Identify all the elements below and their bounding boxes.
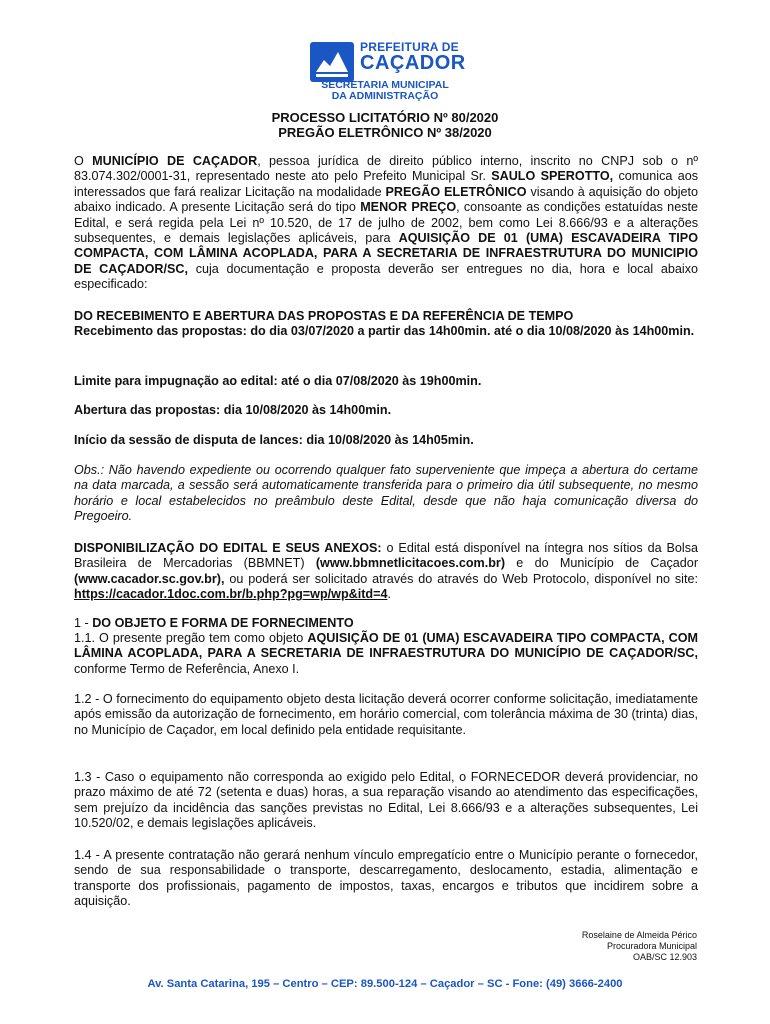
intro-text: comunica aos interessados que fará realizar Licitação na modalidade: [74, 169, 699, 199]
section1-heading: [74, 616, 698, 631]
logo-sub1: SECRETARIA MUNICIPAL: [321, 79, 449, 91]
signature-name: Roselaine de Almeida Périco: [581, 930, 697, 940]
availability-text: o Edital está disponível na íntegra nos sítios da Bolsa Brasileira de Mercadorias (BBMNET): [74, 541, 698, 571]
intro-text: cuja documentação e proposta deverão ser entregues no dia, hora e local abaixo especificado:: [74, 261, 698, 292]
intro-bold-prefeito: SAULO SPEROTTO,: [491, 169, 614, 184]
impugnacao-deadline: Limite para impugnação ao edital: até o dia 07/08/2020 às 19h00min.: [74, 374, 482, 388]
prefeitura-logo: [310, 38, 466, 102]
intro-text: , consoante as condições estatuídas neste Edital, e será regida pela Lei nº 10.520, de 17 de julho de 2002, bem como Lei 8.666/93 e a alterações subsequentes, e demais legislações aplicáveis, para: [74, 200, 698, 246]
item-1-3: 1.3 - Caso o equipamento não corresponda ao exigido pelo Edital, o FORNECEDOR deverá providenciar, no prazo máximo de até 72 (setenta e duas) horas, a sua reparação visando ao atendimento das especificações, sem prejuízo da incidência das sanções previstas no Edital, Lei 8.666/93 e a alterações subsequentes, Lei 10.520/02, e demais legislações aplicáveis.: [74, 770, 698, 831]
receipt-title: DO RECEBIMENTO E ABERTURA DAS PROPOSTAS E DA REFERÊNCIA DE TEMPO: [74, 309, 574, 323]
item-1-1-text: conforme Termo de Referência, Anexo I.: [74, 661, 300, 676]
availability-label: DISPONIBILIZAÇÃO DO EDITAL E SEUS ANEXOS:: [74, 541, 382, 555]
obs-paragraph: Obs.: Não havendo expediente ou ocorrendo qualquer fato superveniente que impeça a abertura do certame na data marcada, a sessão será automaticamente transferida para o primeiro dia útil subsequente, no mesmo horário e local estabelecidos no preâmbulo deste Edital, desde que não haja comunicação diversa do Pregoeiro.: [74, 463, 698, 524]
signature-role: Procuradora Municipal: [606, 941, 697, 951]
logo-title: [360, 41, 470, 73]
intro-paragraph: [74, 154, 698, 293]
item-1-4: 1.4 - A presente contratação não gerará nenhum vínculo empregatício entre o Município perante o fornecedor, sendo de sua responsabilidade o transporte, descarregamento, deslocamento, estadia, alimentação e transporte dos profissionais, pagamento de impostos, taxas, encargos e tributos que incidirem sobre a aquisição.: [74, 848, 698, 909]
logo-line1: PREFEITURA DE: [360, 40, 459, 54]
disputa-date: Início da sessão de disputa de lances: dia 10/08/2020 às 14h05min.: [74, 433, 474, 447]
intro-bold-modalidade: PREGÃO ELETRÔNICO: [385, 184, 527, 199]
logo-subtitle: [310, 80, 460, 102]
item-1-2: 1.2 - O fornecimento do equipamento objeto desta licitação deverá ocorrer conforme solicitação, imediatamente após emissão da autorização de fornecimento, em horário comercial, com tolerância máxima de 30 (trinta) dias, no Município de Caçador, em local definido pela entidade requisitante.: [74, 692, 698, 737]
availability-paragraph: [74, 541, 698, 603]
footer-address: Av. Santa Catarina, 195 – Centro – CEP: 89.500-124 – Caçador – SC - Fone: (49) 3666-2400: [147, 978, 623, 990]
intro-bold-objeto: AQUISIÇÃO DE 01 (UMA) ESCAVADEIRA TIPO COMPACTA, COM LÂMINA ACOPLADA, PARA A SECRETARIA DE INFRAESTRUTURA DO MUNICIPIO DE CAÇADOR/SC,: [74, 231, 698, 276]
intro-text: O: [74, 154, 93, 168]
item-1-1: [74, 631, 698, 677]
availability-text: e do Município de Caçador: [505, 556, 699, 571]
availability-text: ou poderá ser solicitado através do através do Web Protocolo, disponível no site:: [224, 571, 698, 586]
item-1-1-bold: AQUISIÇÃO DE 01 (UMA) ESCAVADEIRA TIPO COMPACTA, COM LÂMINA ACOPLADA, PARA A SECRETARIA DE INFRAESTRUTURA DO MUNICÍPIO DE CAÇADOR/SC,: [74, 631, 699, 661]
availability-text: .: [387, 587, 391, 602]
receipt-period: Recebimento das propostas: do dia 03/07/2020 a partir das 14h00min. até o dia 10/08/2020 às 14h00min.: [74, 324, 695, 338]
intro-bold-municipio: MUNICÍPIO DE CAÇADOR: [92, 154, 258, 168]
intro-text: , pessoa jurídica de direito público interno, inscrito no CNPJ sob o nº 83.074.302/0001-31, representado neste ato pelo Prefeito Municipal Sr.: [74, 154, 699, 184]
city-emblem-icon: [310, 42, 354, 82]
intro-text: visando à aquisição do objeto abaixo indicado. A presente Licitação será do tipo: [74, 184, 699, 215]
cacador-site: (www.cacador.sc.gov.br),: [74, 571, 225, 586]
item-1-1-text: 1.1. O presente pregão tem como objeto: [74, 631, 308, 645]
web-protocolo-link[interactable]: https://cacador.1doc.com.br/b.php?pg=wp/wp&itd=4: [74, 587, 388, 602]
intro-bold-tipo: MENOR PREÇO: [360, 200, 457, 215]
abertura-date: Abertura das propostas: dia 10/08/2020 às 14h00min.: [74, 403, 392, 417]
logo-sub2: DA ADMINISTRAÇÃO: [331, 90, 439, 102]
logo-line2: CAÇADOR: [360, 52, 466, 74]
pregao-title: PREGÃO ELETRÔNICO Nº 38/2020: [278, 125, 492, 140]
process-title: PROCESSO LICITATÓRIO Nº 80/2020: [271, 110, 499, 125]
signature-oab: OAB/SC 12.903: [632, 952, 697, 962]
section1-title: DO OBJETO E FORMA DE FORNECIMENTO: [92, 616, 354, 630]
section1-number: 1 -: [74, 616, 93, 630]
bbmnet-site: (www.bbmnetlicitacoes.com.br): [315, 556, 506, 571]
signature-block: [582, 930, 697, 963]
